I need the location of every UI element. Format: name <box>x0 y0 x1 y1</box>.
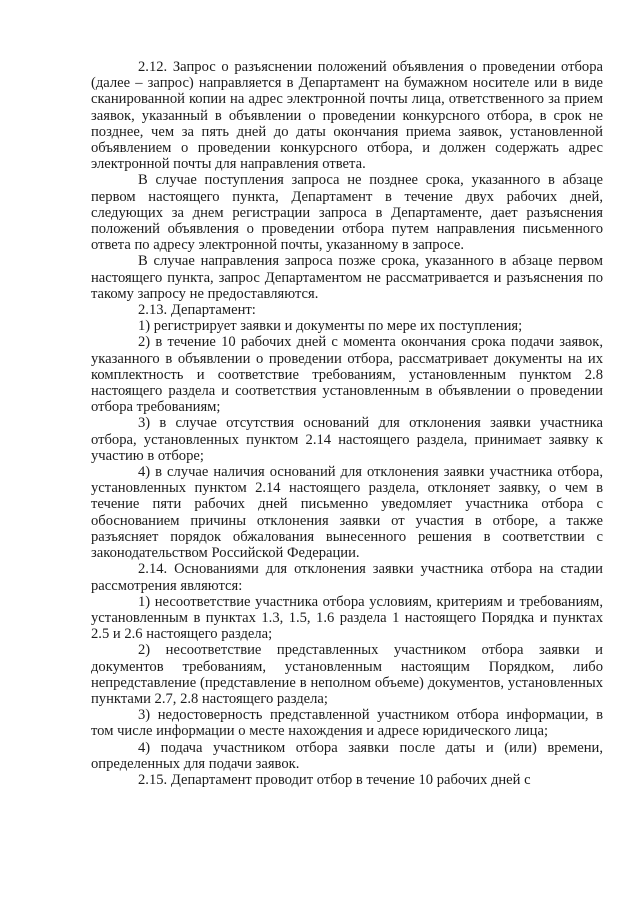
list-item-2-14-1: 1) несоответствие участника отбора условиям, критериям и требованиям, установленным в пунктах 1.3, 1.5, 1.6 раздела 1 настоящего Порядка и пунктах 2.5 и 2.6 настоящего раздела; <box>91 593 603 643</box>
paragraph-2-12: 2.12. Запрос о разъяснении положений объявления о проведении отбора (далее – запрос) направляется в Департамент на бумажном носителе или в виде сканированной копии на адрес электронной почты лица, ответственного за прием заявок, указанный в объявлении о проведении конкурсного отбора, в срок не позднее, чем за пять дней до даты окончания приема заявок, установленной объявлением о проведении конкурсного отбора, и должен содержать адрес электронной почты для направления ответа. <box>91 59 603 173</box>
paragraph-2-12-late-request: В случае направления запроса позже срока, указанного в абзаце первом настоящего пункта, запрос Департаментом не рассматривается и разъяснения по такому запросу не предоставляются. <box>91 253 603 302</box>
list-item-2-13-4: 4) в случае наличия оснований для отклонения заявки участника отбора, установленных пунктом 2.14 настоящего раздела, отклоняет заявку, о чем в течение пяти рабочих дней письменно уведомляет участника отбора с обоснованием причины отклонения заявки от участия в отборе, а также разъясняет порядок обжалования вынесенного решения в соответствии с законодательством Российской Федерации. <box>91 464 603 562</box>
paragraph-2-13-heading: 2.13. Департамент: <box>138 302 256 319</box>
list-item-2-13-2: 2) в течение 10 рабочих дней с момента окончания срока подачи заявок, указанного в объявлении о проведении отбора, рассматривает документы на их комплектность и соответствие требованиям, установленным пунктом 2.8 настоящего раздела и соответствия установленным в объявлении о проведении отбора требованиям; <box>91 334 603 416</box>
paragraph-2-14-heading: 2.14. Основаниями для отклонения заявки участника отбора на стадии рассмотрения являются: <box>91 561 603 594</box>
list-item-2-13-3: 3) в случае отсутствия оснований для отклонения заявки участника отбора, установленных пунктом 2.14 настоящего раздела, принимает заявку к участию в отборе; <box>91 415 603 464</box>
list-item-2-13-1: 1) регистрирует заявки и документы по мере их поступления; <box>138 318 523 335</box>
list-item-2-14-4: 4) подача участником отбора заявки после даты и (или) времени, определенных для подачи заявок. <box>91 739 603 772</box>
paragraph-2-15: 2.15. Департамент проводит отбор в течение 10 рабочих дней с <box>138 771 531 788</box>
document-body <box>91 59 603 788</box>
paragraph-2-12-response: В случае поступления запроса не позднее срока, указанного в абзаце первом настоящего пункта, Департамент в течение двух рабочих дней, следующих за днем регистрации запроса в Департаменте, дает разъяснения положений объявления о проведении отбора путем направления письменного ответа по адресу электронной почты, указанному в запросе. <box>91 172 603 254</box>
list-item-2-14-3: 3) недостоверность представленной участником отбора информации, в том числе информации о месте нахождения и адресе юридического лица; <box>91 707 603 740</box>
list-item-2-14-2: 2) несоответствие представленных участником отбора заявки и документов требованиям, установленным настоящим Порядком, либо непредставление (представление в неполном объеме) документов, установленных пунктами 2.7, 2.8 настоящего раздела; <box>91 642 603 707</box>
